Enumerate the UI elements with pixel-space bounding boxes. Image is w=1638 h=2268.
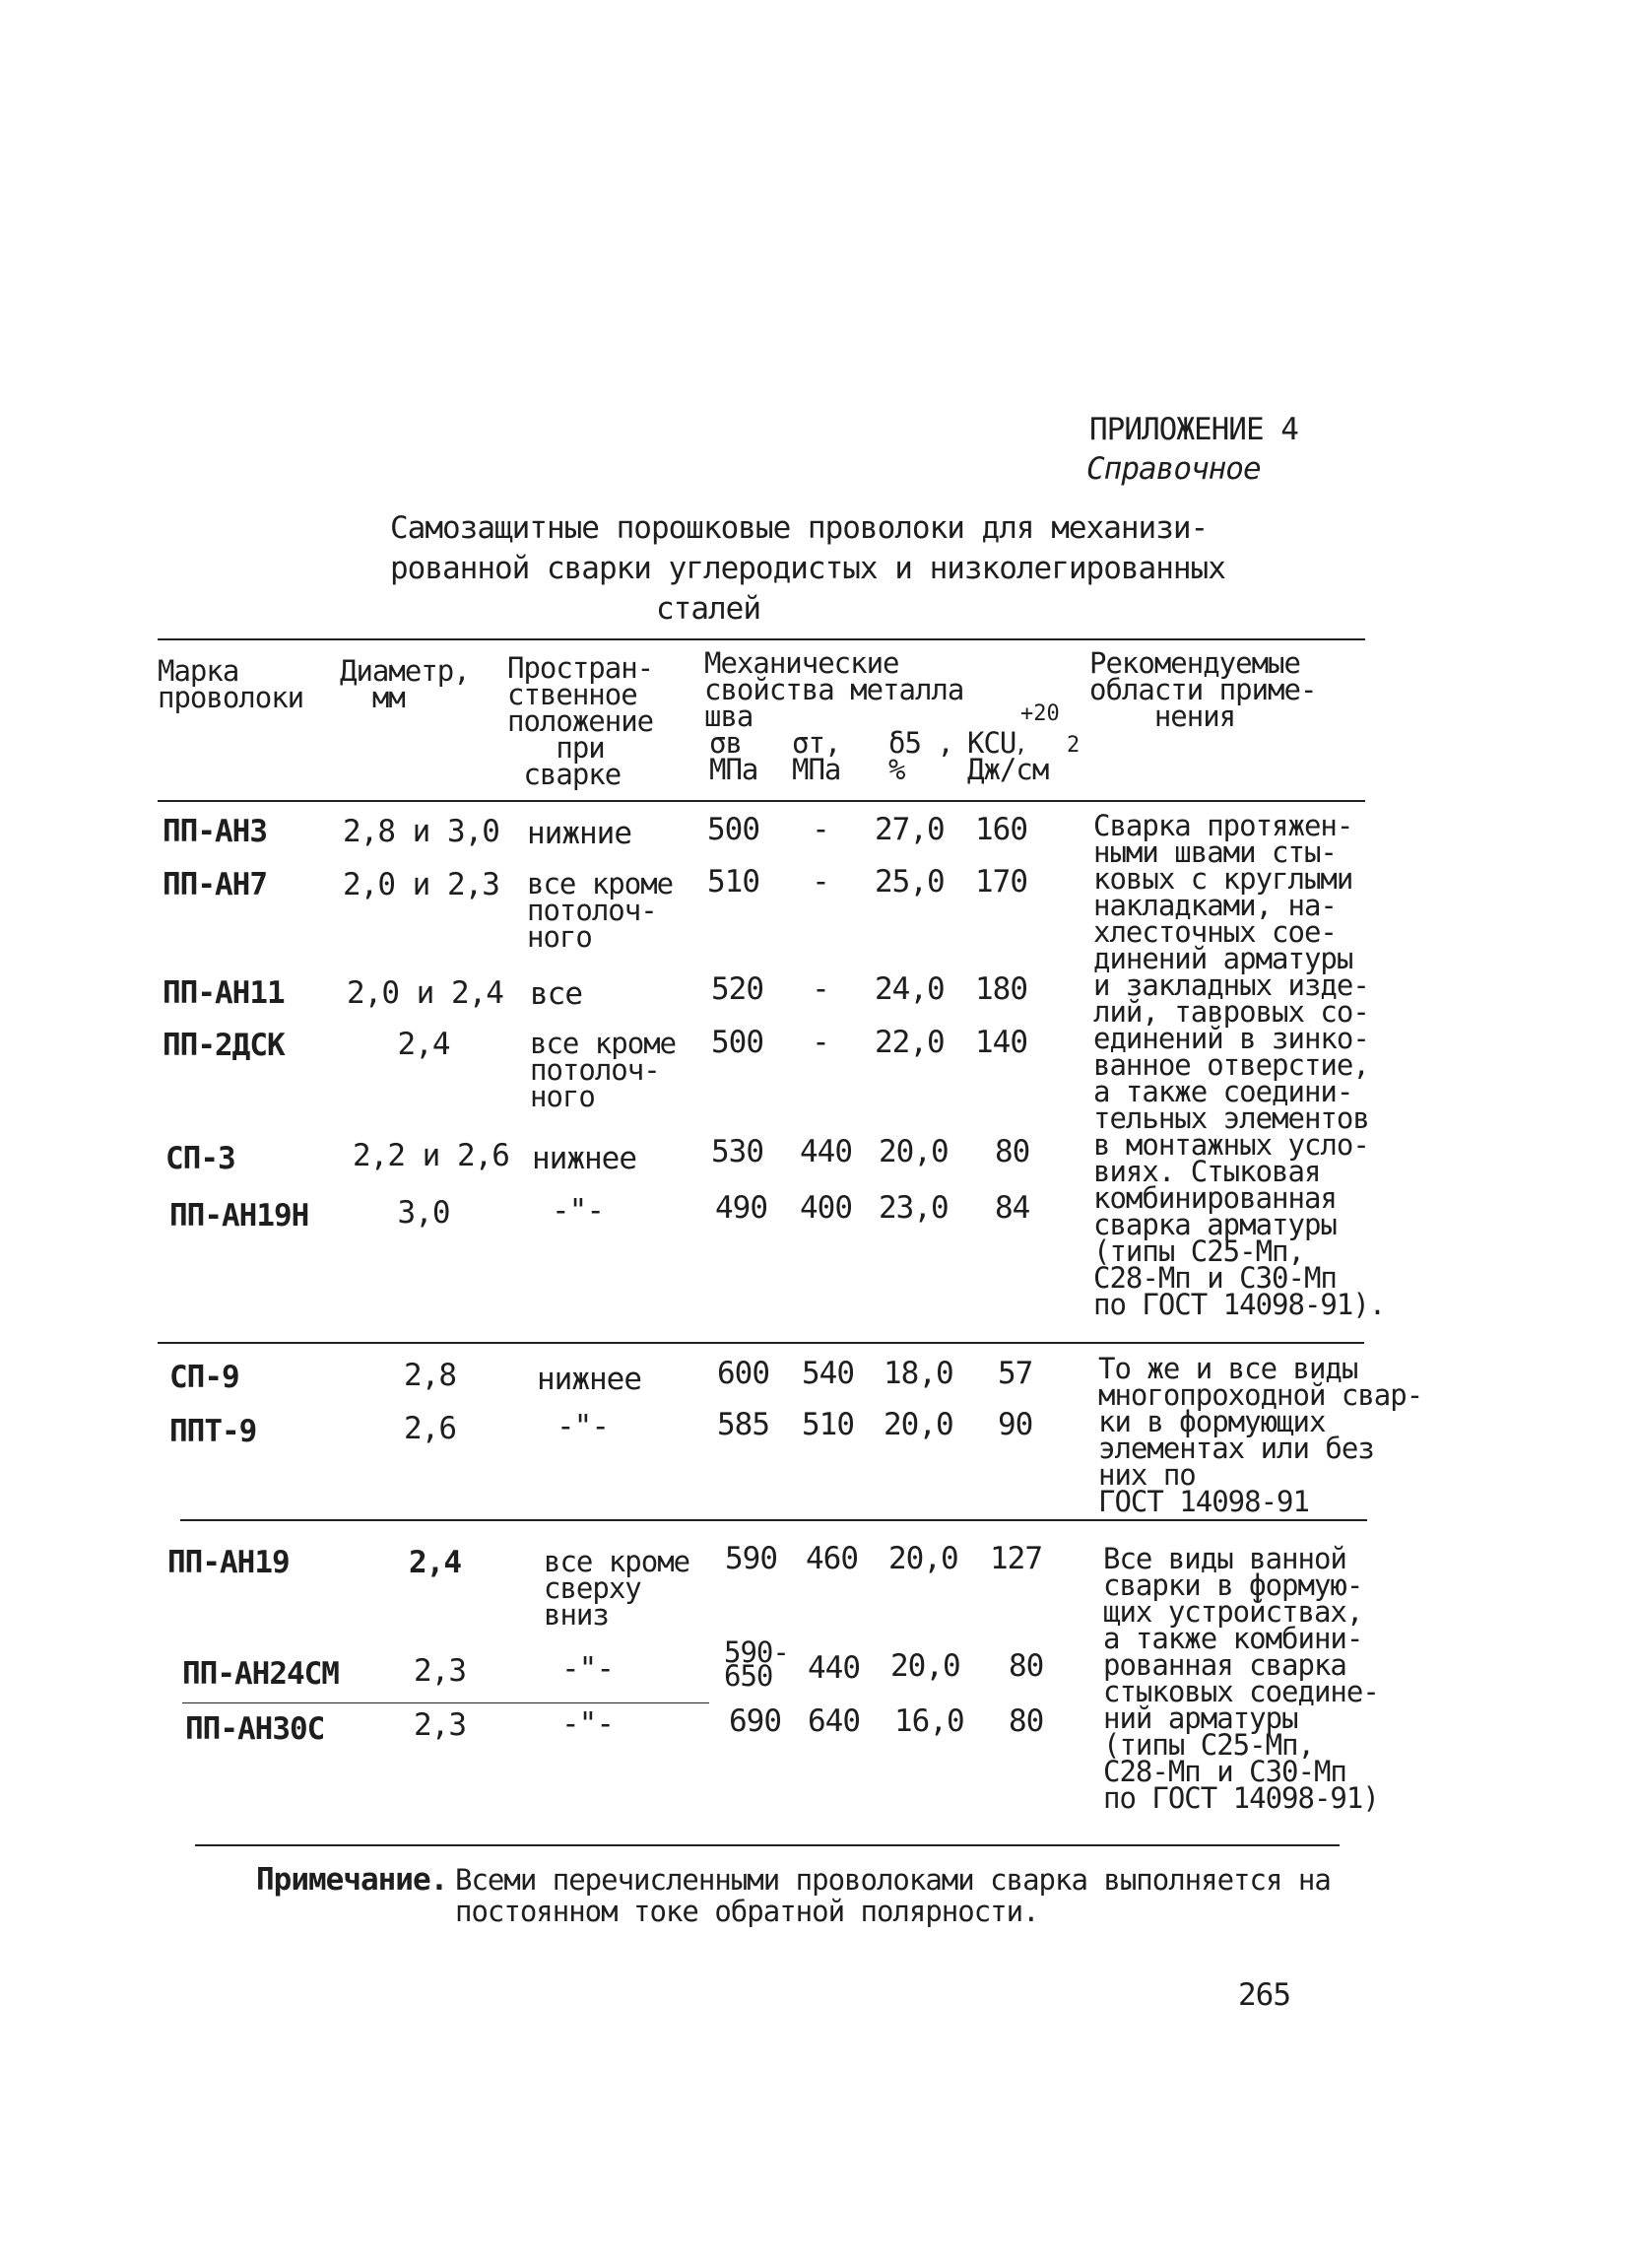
cell-position: нижнее: [537, 1362, 641, 1397]
cell-diameter: 2,4: [409, 1545, 461, 1580]
note-line-2: постоянном токе обратной полярности.: [455, 1895, 1039, 1928]
cell-sigma-t: 400: [800, 1190, 852, 1226]
header-bottom-rule: [158, 800, 1365, 802]
cell-delta5: 25,0: [875, 864, 945, 900]
cell-sigma-b: 490: [715, 1190, 767, 1226]
cell-kcu: 84: [995, 1190, 1030, 1226]
header-wire-grade: Марка проволоки: [158, 654, 304, 714]
cell-grade: ПП-АН19Н: [169, 1198, 309, 1234]
header-kcu-superscript: +20: [1020, 701, 1060, 726]
cell-grade: СП-3: [165, 1141, 235, 1176]
cell-delta5: 20,0: [890, 1648, 960, 1684]
table-top-rule: [158, 638, 1365, 640]
cell-sigma-b: 590: [725, 1541, 777, 1576]
cell-sigma-t: -: [812, 1025, 829, 1060]
cell-sigma-b: 520: [711, 971, 763, 1007]
cell-sigma-b: 500: [711, 1025, 763, 1060]
cell-sigma-b: 530: [711, 1134, 763, 1169]
cell-diameter: 2,0 и 2,4: [347, 975, 503, 1011]
cell-position: -"-: [557, 1409, 609, 1444]
cell-delta5: 22,0: [875, 1025, 945, 1060]
cell-position: -"-: [561, 1651, 614, 1687]
cell-kcu: 57: [998, 1356, 1033, 1391]
cell-grade: СП-9: [169, 1360, 239, 1395]
cell-sigma-b: 585: [717, 1407, 769, 1442]
cell-diameter: 3,0: [397, 1195, 450, 1231]
cell-sigma-b: 600: [717, 1356, 769, 1391]
cell-grade: ПП-АН11: [163, 975, 285, 1011]
cell-kcu: 140: [975, 1025, 1027, 1060]
cell-sigma-t: 440: [800, 1134, 852, 1169]
header-delta5: δ5 , %: [888, 726, 953, 786]
group-divider-2: [180, 1519, 1367, 1521]
header-diameter: Диаметр, мм: [340, 654, 470, 714]
cell-diameter: 2,6: [404, 1411, 456, 1446]
header-sigma-t: σт, МПа: [792, 726, 841, 786]
cell-sigma-t: 510: [802, 1407, 854, 1442]
header-recommended-areas: Рекомендуемые области приме- нения: [1089, 646, 1317, 733]
cell-kcu: 80: [995, 1134, 1030, 1169]
header-kcu-superscript-2: , 2: [1015, 733, 1081, 758]
cell-diameter: 2,3: [414, 1653, 466, 1689]
cell-delta5: 20,0: [884, 1407, 953, 1442]
cell-position: все кроме потолоч- ного: [530, 1027, 677, 1113]
cell-diameter: 2,2 и 2,6: [353, 1138, 509, 1173]
cell-delta5: 20,0: [888, 1541, 958, 1576]
note-line-1: Всеми перечисленными проволоками сварка выполняется на: [455, 1863, 1331, 1897]
cell-diameter: 2,3: [414, 1707, 466, 1743]
cell-recommended-area: Сварка протяжен- ными швами сты- ковых с круглыми накладками, на- хлесточных сое- динений арматуры и закладных изде- лий, тавровых со- единений в зинко- ванное отверстие, а также соедини- тельных элементов в монтажных усло- виях. Стыковая комбинированная сварка арматуры (типы С25-Мп, С28-Мп и С30-Мп по ГОСТ 14098-91).: [1093, 809, 1386, 1321]
cell-sigma-b: 590- 650: [724, 1635, 789, 1693]
cell-sigma-t: -: [812, 864, 829, 900]
note-label: Примечание.: [256, 1862, 448, 1898]
cell-grade: ПП-АН24СМ: [182, 1656, 339, 1692]
cell-grade: ПП-АН3: [163, 814, 267, 849]
table-bottom-rule: [195, 1844, 1340, 1846]
cell-diameter: 2,8 и 3,0: [343, 814, 499, 849]
cell-kcu: 160: [975, 812, 1027, 847]
cell-kcu: 127: [990, 1541, 1042, 1576]
cell-kcu: 80: [1009, 1648, 1044, 1684]
cell-recommended-area: То же и все виды многопроходной свар- ки в формующих элементах или без них по ГОСТ 14098-91: [1098, 1352, 1423, 1518]
cell-grade: ППТ-9: [169, 1414, 257, 1449]
cell-grade: ПП-АН7: [163, 867, 267, 902]
cell-sigma-b: 500: [707, 812, 759, 847]
title-line-3: сталей: [656, 591, 760, 627]
cell-position: -"-: [552, 1193, 604, 1229]
header-sigma-b: σв МПа: [709, 726, 758, 786]
title-line-1: Самозащитные порошковые проволоки для механизи-: [390, 510, 1209, 546]
cell-grade: ПП-2ДСК: [163, 1028, 285, 1063]
cell-grade: ПП-АН30С: [185, 1711, 325, 1747]
cell-recommended-area: Все виды ванной сварки в формую- щих устройствах, а также комбини- рованная сварка стыковых соедине- ний арматуры (типы С25-Мп, С28-Мп и С30-Мп по ГОСТ 14098-91): [1103, 1542, 1379, 1815]
page-number: 265: [1238, 1977, 1290, 2013]
cell-delta5: 27,0: [875, 812, 945, 847]
cell-diameter: 2,0 и 2,3: [343, 867, 499, 902]
cell-position: нижние: [527, 816, 631, 851]
cell-sigma-t: 540: [802, 1356, 854, 1391]
title-line-2: рованной сварки углеродистых и низколегированных: [390, 551, 1225, 586]
cell-sigma-b: 510: [707, 864, 759, 900]
cell-position: все кроме сверху вниз: [544, 1545, 690, 1632]
group-divider-1: [158, 1342, 1364, 1344]
cell-delta5: 18,0: [884, 1356, 953, 1391]
cell-position: -"-: [561, 1706, 614, 1742]
appendix-label: ПРИЛОЖЕНИЕ 4: [1089, 412, 1298, 447]
cell-sigma-t: -: [812, 971, 829, 1007]
row-divider: [182, 1702, 709, 1703]
cell-delta5: 23,0: [879, 1190, 949, 1226]
cell-kcu: 90: [998, 1407, 1033, 1442]
header-mechanical-properties: Механические свойства металла шва: [704, 646, 964, 733]
cell-kcu: 80: [1009, 1703, 1044, 1739]
cell-grade: ПП-АН19: [167, 1545, 290, 1580]
cell-delta5: 24,0: [875, 971, 945, 1007]
cell-kcu: 180: [975, 971, 1027, 1007]
cell-sigma-t: -: [812, 812, 829, 847]
cell-delta5: 20,0: [879, 1134, 949, 1169]
header-kcu: KCU Дж/см: [967, 726, 1049, 786]
appendix-subtitle: Справочное: [1086, 451, 1261, 487]
cell-sigma-t: 640: [808, 1703, 860, 1739]
cell-position: все: [530, 976, 582, 1012]
cell-sigma-t: 440: [808, 1650, 860, 1686]
cell-diameter: 2,8: [404, 1358, 456, 1393]
cell-delta5: 16,0: [894, 1703, 964, 1739]
cell-sigma-t: 460: [806, 1541, 858, 1576]
cell-position: все кроме потолоч- ного: [527, 867, 674, 954]
cell-position: нижнее: [532, 1141, 636, 1176]
cell-kcu: 170: [975, 864, 1027, 900]
cell-diameter: 2,4: [397, 1027, 450, 1062]
cell-sigma-b: 690: [729, 1703, 781, 1739]
header-position: Простран- ственное положение при сварке: [507, 651, 654, 791]
